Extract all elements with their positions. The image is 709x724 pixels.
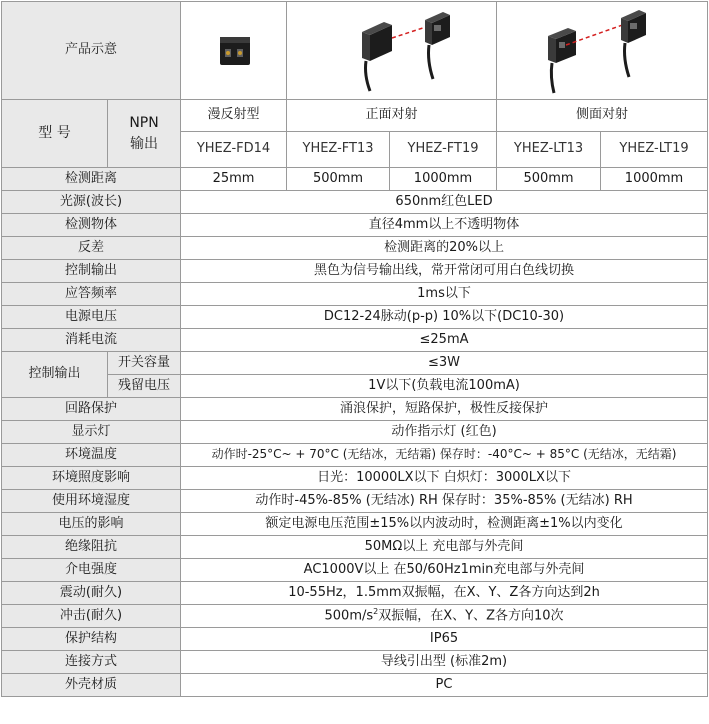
label-indicator: 显示灯 [2, 421, 181, 444]
value-dielectric: AC1000V以上 在50/60Hz1min充电部与外壳间 [181, 559, 708, 582]
row-light-source [2, 191, 708, 214]
label-connection: 连接方式 [2, 651, 181, 674]
product-label: 产品示意 [2, 2, 181, 100]
npn-label-line2: 输出 [130, 135, 158, 152]
group-side-through: 侧面对射 [497, 100, 708, 132]
value-housing: PC [181, 674, 708, 697]
label-switch-capacity: 开关容量 [108, 352, 181, 375]
label-dielectric: 介电强度 [2, 559, 181, 582]
model-lt13: YHEZ-LT13 [497, 132, 601, 168]
label-humidity: 使用环境湿度 [2, 490, 181, 513]
label-control-output-2: 控制输出 [2, 352, 108, 398]
model-ft19: YHEZ-FT19 [390, 132, 497, 168]
label-ambient-temp: 环境温度 [2, 444, 181, 467]
row-vibration [2, 582, 708, 605]
value-insulation: 50MΩ以上 充电部与外壳间 [181, 536, 708, 559]
value-ambient-temp: 动作时-25°C~ + 70°C (无结冰，无结霜) 保存时：-40°C~ + 85°C (无结冰，无结霜) [181, 444, 708, 467]
label-control-output: 控制输出 [2, 260, 181, 283]
value-supply-voltage: DC12-24脉动(p-p) 10%以下(DC10-30) [181, 306, 708, 329]
label-light-source: 光源(波长) [2, 191, 181, 214]
label-hysteresis: 反差 [2, 237, 181, 260]
value-residual-voltage: 1V以下(负载电流100mA) [181, 375, 708, 398]
row-control-output [2, 260, 708, 283]
value-control-output: 黑色为信号输出线，常开常闭可用白色线切换 [181, 260, 708, 283]
label-current: 消耗电流 [2, 329, 181, 352]
product-photo-row [2, 2, 708, 100]
row-hysteresis [2, 237, 708, 260]
label-detect-distance: 检测距离 [2, 168, 181, 191]
shock-value-sup: 2 [373, 607, 379, 617]
distance-lt19: 1000mm [601, 168, 708, 191]
distance-fd14: 25mm [181, 168, 287, 191]
label-response-freq: 应答频率 [2, 283, 181, 306]
row-dielectric [2, 559, 708, 582]
row-current [2, 329, 708, 352]
value-ambient-light: 日光：10000LX以下 白炽灯：3000LX以下 [181, 467, 708, 490]
row-ambient-temp [2, 444, 708, 467]
value-detect-object: 直径4mm以上不透明物体 [181, 214, 708, 237]
value-response-freq: 1ms以下 [181, 283, 708, 306]
row-voltage-effect [2, 513, 708, 536]
row-supply-voltage [2, 306, 708, 329]
value-vibration: 10-55Hz，1.5mm双振幅，在X、Y、Z各方向达到2h [181, 582, 708, 605]
through-beam-front-sensor-icon [292, 5, 492, 97]
label-housing: 外壳材质 [2, 674, 181, 697]
value-shock [181, 605, 708, 628]
through-beam-side-photo-cell [497, 2, 708, 100]
label-protection: 保护结构 [2, 628, 181, 651]
label-circuit-protect: 回路保护 [2, 398, 181, 421]
diffuse-sensor-icon [194, 11, 274, 91]
label-detect-object: 检测物体 [2, 214, 181, 237]
row-humidity [2, 490, 708, 513]
value-hysteresis: 检测距离的20%以上 [181, 237, 708, 260]
group-header-row [2, 100, 708, 132]
row-shock [2, 605, 708, 628]
model-lt19: YHEZ-LT19 [601, 132, 708, 168]
row-residual-voltage [2, 375, 708, 398]
row-response-freq [2, 283, 708, 306]
label-supply-voltage: 电源电压 [2, 306, 181, 329]
npn-label-line1: NPN [129, 114, 159, 131]
row-circuit-protect [2, 398, 708, 421]
label-ambient-light: 环境照度影响 [2, 467, 181, 490]
row-insulation [2, 536, 708, 559]
model-ft13: YHEZ-FT13 [287, 132, 390, 168]
row-indicator [2, 421, 708, 444]
label-residual-voltage: 残留电压 [108, 375, 181, 398]
value-light-source: 650nm红色LED [181, 191, 708, 214]
value-voltage-effect: 额定电源电压范围±15%以内波动时，检测距离±1%以内变化 [181, 513, 708, 536]
shock-value-rest: 双振幅，在X、Y、Z各方向10次 [378, 608, 564, 624]
diffuse-photo-cell [181, 2, 287, 100]
row-detect-distance [2, 168, 708, 191]
row-housing [2, 674, 708, 697]
value-current: ≤25mA [181, 329, 708, 352]
value-protection: IP65 [181, 628, 708, 651]
shock-value-main: 500m/s [324, 608, 374, 624]
row-protection [2, 628, 708, 651]
value-circuit-protect: 涌浪保护，短路保护，极性反接保护 [181, 398, 708, 421]
distance-lt13: 500mm [497, 168, 601, 191]
model-label: 型 号 [2, 100, 108, 168]
row-detect-object [2, 214, 708, 237]
value-humidity: 动作时-45%-85% (无结冰) RH 保存时：35%-85% (无结冰) RH [181, 490, 708, 513]
spec-table [1, 1, 708, 697]
row-ambient-light [2, 467, 708, 490]
label-vibration: 震动(耐久) [2, 582, 181, 605]
model-fd14: YHEZ-FD14 [181, 132, 287, 168]
row-switch-capacity [2, 352, 708, 375]
group-diffuse: 漫反射型 [181, 100, 287, 132]
row-connection [2, 651, 708, 674]
through-beam-side-sensor-icon [502, 5, 702, 97]
label-shock: 冲击(耐久) [2, 605, 181, 628]
group-front-through: 正面对射 [287, 100, 497, 132]
value-connection: 导线引出型 (标准2m) [181, 651, 708, 674]
value-indicator: 动作指示灯 (红色) [181, 421, 708, 444]
value-switch-capacity: ≤3W [181, 352, 708, 375]
npn-output-label [108, 100, 181, 168]
distance-ft19: 1000mm [390, 168, 497, 191]
distance-ft13: 500mm [287, 168, 390, 191]
through-beam-front-photo-cell [287, 2, 497, 100]
label-voltage-effect: 电压的影响 [2, 513, 181, 536]
label-insulation: 绝缘阻抗 [2, 536, 181, 559]
